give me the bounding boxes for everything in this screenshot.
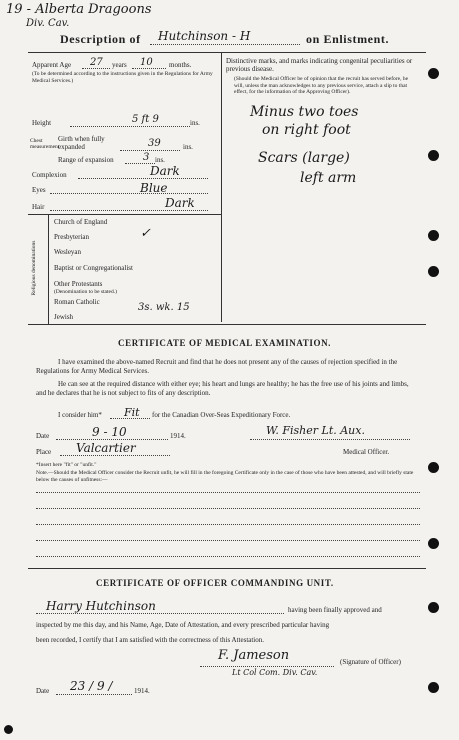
expansion-unit: ins. xyxy=(155,156,165,164)
distinctive-marks-label: Distinctive marks, and marks indicating congenital peculiarities or previous disease. xyxy=(226,57,413,73)
commanding-year: 1914. xyxy=(134,687,150,695)
complexion-value: Dark xyxy=(150,164,180,178)
name-handwritten: Hutchinson - H xyxy=(158,29,251,43)
medical-year: 1914. xyxy=(170,432,186,440)
punch-hole xyxy=(428,230,439,241)
medical-signature: W. Fisher Lt. Aux. xyxy=(266,424,365,437)
officer-signature: F. Jameson xyxy=(218,648,290,663)
medical-date-label: Date xyxy=(36,432,50,440)
consider-rest: for the Canadian Over-Seas Expeditionary Force. xyxy=(152,411,291,419)
ins-label: ins. xyxy=(190,119,200,127)
religion-item: Other Protestants xyxy=(54,280,103,288)
age-years: 27 xyxy=(90,57,103,68)
commanding-date-value: 23 / 9 / xyxy=(70,679,113,693)
marks-line-2: on right foot xyxy=(262,122,351,138)
height-label: Height xyxy=(32,119,52,127)
marks-line-4: left arm xyxy=(300,170,357,186)
medical-date-value: 9 - 10 xyxy=(92,425,127,439)
marks-line-1: Minus two toes xyxy=(250,104,359,120)
medical-officer-label: Medical Officer. xyxy=(343,448,390,456)
punch-hole xyxy=(428,68,439,79)
girth-unit: ins. xyxy=(183,143,193,151)
eyes-label: Eyes xyxy=(32,186,46,194)
commanding-text-1: having been finally approved and xyxy=(288,606,382,614)
marks-line-3: Scars (large) xyxy=(258,150,350,166)
hair-label: Hair xyxy=(32,203,45,211)
medical-para-1: I have examined the above-named Recruit and find that he does not present any of the causes of rejection specified in the Regulations for Army Medical Services. xyxy=(36,358,398,375)
expansion-value: 3 xyxy=(143,152,150,163)
punch-hole xyxy=(428,538,439,549)
years-label: years xyxy=(112,61,127,69)
description-of-label: Description of xyxy=(60,32,141,46)
recruit-name: Harry Hutchinson xyxy=(46,599,156,613)
religion-item: Wesleyan xyxy=(54,248,82,256)
unit-handwritten: 19 - Alberta Dragoons xyxy=(6,2,152,17)
place-value: Valcartier xyxy=(76,441,136,455)
age-label: Apparent Age xyxy=(32,61,72,69)
age-note: (To be determined according to the instructions given in the Regulations for Army Medical Services.) xyxy=(32,71,213,84)
on-enlistment-label: on Enlistment. xyxy=(306,32,390,46)
chest-label: Chest measurement xyxy=(30,138,60,150)
punch-hole xyxy=(428,266,439,277)
signature-of-officer-label: (Signature of Officer) xyxy=(340,658,401,666)
religions-label: Religious denominations xyxy=(31,240,37,296)
footnote-2: Note.—Should the Medical Officer consider the Recruit unfit, he will fill in the foregoing Certificate only in the case of those who have been attested, and will briefly state below the causes of unfitness:— xyxy=(36,470,414,483)
commanding-text-3: been recorded, I certify that I am satisfied with the correctness of this Attestation. xyxy=(36,636,265,644)
girth-label: Girth when fully expanded xyxy=(58,135,105,151)
punch-hole xyxy=(428,602,439,613)
distinctive-note: (Should the Medical Officer be of opinion that the recruit has served before, he will, unless the man acknowledges to any previous service, attach a slip to that effect, for the information of the Approving Officer). xyxy=(234,76,409,95)
eyes-value: Blue xyxy=(140,181,168,195)
commanding-date-label: Date xyxy=(36,687,50,695)
sub-unit-handwritten: Div. Cav. xyxy=(26,18,70,29)
height-value: 5 ft 9 xyxy=(132,114,159,125)
religion-item: Jewish xyxy=(54,313,74,321)
months-label: months. xyxy=(169,61,192,69)
religion-item: Church of England xyxy=(54,218,108,226)
religion-item: Baptist or Congregationalist xyxy=(54,264,133,272)
footnote-1: *Insert here "fit" or "unfit." xyxy=(36,462,97,468)
commanding-text-2: inspected by me this day, and his Name, Age, Date of Attestation, and every prescribed particular having xyxy=(36,621,330,629)
officer-rank: Lt Col Com. Div. Cav. xyxy=(232,668,318,677)
religion-item: (Denomination to be stated.) xyxy=(54,289,117,295)
religion-handwritten: 3s. wk. 15 xyxy=(138,302,190,313)
medical-title: CERTIFICATE OF MEDICAL EXAMINATION. xyxy=(118,338,332,348)
punch-hole xyxy=(428,150,439,161)
religion-item: Roman Catholic xyxy=(54,298,100,306)
commanding-title: CERTIFICATE OF OFFICER COMMANDING UNIT. xyxy=(96,578,334,588)
consider-label: I consider him* xyxy=(58,411,102,419)
presbyterian-check: ✓ xyxy=(140,226,151,241)
complexion-label: Complexion xyxy=(32,171,67,179)
medical-para-2: He can see at the required distance with either eye; his heart and lungs are healthy; he has the free use of his joints and limbs, and he declares that he is not subject to fits of any description. xyxy=(36,380,409,397)
expansion-label: Range of expansion xyxy=(58,156,114,164)
fit-value: Fit xyxy=(124,406,140,419)
punch-hole xyxy=(4,725,13,734)
girth-value: 39 xyxy=(148,138,161,149)
place-label: Place xyxy=(36,448,52,456)
hair-value: Dark xyxy=(165,196,195,210)
age-months: 10 xyxy=(140,57,153,68)
religion-item: Presbyterian xyxy=(54,233,89,241)
punch-hole xyxy=(428,462,439,473)
punch-hole xyxy=(428,682,439,693)
